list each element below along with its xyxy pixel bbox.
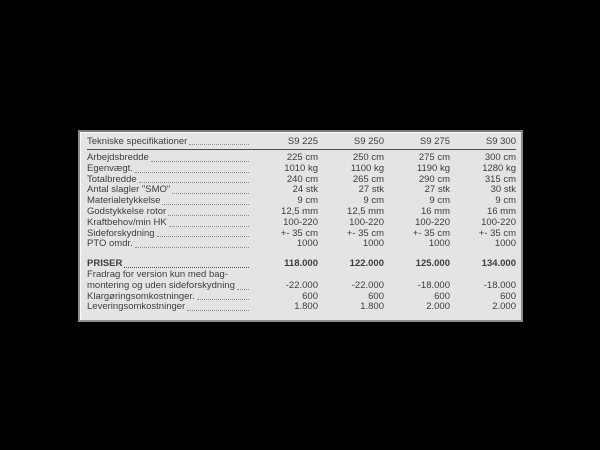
dotted-leader xyxy=(162,204,249,205)
cell-value: 225 cm xyxy=(286,152,318,163)
column-header-s9-225: S9 225 xyxy=(287,136,318,147)
spec-row-egenvaegt xyxy=(87,164,516,175)
dotted-leader xyxy=(168,215,249,216)
dotted-leader xyxy=(169,226,249,227)
cell-value: 100-220 xyxy=(481,216,516,228)
cell-value: 600 xyxy=(368,290,384,302)
row-label: Arbejdsbredde xyxy=(87,152,149,163)
cell-value: -18.000 xyxy=(483,279,516,291)
cell-value: 12,5 mm xyxy=(281,205,318,217)
cell-value: 100-220 xyxy=(283,216,318,228)
cell-value: 12,5 mm xyxy=(347,205,384,217)
cell-value: -22.000 xyxy=(351,279,384,291)
row-label: Egenvægt. xyxy=(87,162,133,174)
row-label: PTO omdr. xyxy=(87,238,133,250)
dotted-leader xyxy=(135,247,249,248)
cell-value: 9 cm xyxy=(297,195,318,207)
cell-value: 250 cm xyxy=(352,152,384,163)
cell-value: 125.000 xyxy=(415,258,450,270)
column-header-s9-250: S9 250 xyxy=(353,136,384,147)
table-header-row xyxy=(87,136,516,150)
cell-value: 100-220 xyxy=(349,216,384,228)
cell-value: 1190 kg xyxy=(416,162,450,174)
dotted-leader xyxy=(124,267,249,268)
cell-value: 600 xyxy=(434,290,450,302)
cell-value: 27 stk xyxy=(424,184,450,196)
row-label: Materialetykkelse xyxy=(87,195,161,207)
cell-value: 9 cm xyxy=(429,195,450,207)
cell-value: 240 cm xyxy=(286,173,318,185)
dotted-leader xyxy=(157,236,249,237)
cell-value: 9 cm xyxy=(363,195,384,207)
row-label: Antal slagler "SMO" xyxy=(87,184,171,196)
dotted-leader xyxy=(237,289,249,290)
row-label: Fradrag for version kun med bag- xyxy=(87,268,228,280)
cell-value: 265 cm xyxy=(352,173,384,185)
row-label: Godstykkelse rotor xyxy=(87,205,167,217)
cell-value: 290 cm xyxy=(418,173,450,185)
cell-value: 600 xyxy=(500,290,516,302)
cell-value: 300 cm xyxy=(484,152,516,163)
cell-value: 24 stk xyxy=(292,184,318,196)
dotted-leader xyxy=(189,144,249,145)
cell-value: 2.000 xyxy=(426,301,450,313)
header-title: Tekniske specifikationer xyxy=(87,136,188,147)
dotted-leader xyxy=(197,299,249,300)
row-label: PRISER xyxy=(87,258,123,270)
cell-value: 2.000 xyxy=(492,301,516,313)
dotted-leader xyxy=(135,172,249,173)
cell-value: +- 35 cm xyxy=(346,227,384,239)
cell-value: 600 xyxy=(302,290,318,302)
cell-value: -22.000 xyxy=(285,279,318,291)
cell-value: 1000 xyxy=(494,238,516,250)
cell-value: 275 cm xyxy=(418,152,450,163)
cell-value: +- 35 cm xyxy=(478,227,516,239)
cell-value: 16 mm xyxy=(420,205,450,217)
row-label: montering og uden sideforskydning xyxy=(87,279,235,291)
cell-value: 16 mm xyxy=(486,205,516,217)
spec-row-pto-omdr xyxy=(87,239,516,250)
column-header-s9-275: S9 275 xyxy=(419,136,450,147)
cell-value: +- 35 cm xyxy=(412,227,450,239)
row-label: Totalbredde xyxy=(87,173,137,185)
cell-value: 9 cm xyxy=(495,195,516,207)
cell-value: 30 stk xyxy=(490,184,516,196)
column-header-s9-300: S9 300 xyxy=(485,136,516,147)
row-label: Klargøringsomkostninger. xyxy=(87,290,195,302)
cell-value: 100-220 xyxy=(415,216,450,228)
cell-value: 1100 kg xyxy=(350,162,384,174)
cell-value: 27 stk xyxy=(358,184,384,196)
cell-value: +- 35 cm xyxy=(280,227,318,239)
dotted-leader xyxy=(187,310,249,311)
cell-value: 315 cm xyxy=(484,173,516,185)
cell-value: 1010 kg xyxy=(284,162,318,174)
cell-value: 1280 kg xyxy=(482,162,516,174)
cell-value: 1000 xyxy=(428,238,450,250)
dotted-leader xyxy=(151,161,249,162)
spec-row-kraftbehov xyxy=(87,218,516,229)
cell-value: 1000 xyxy=(362,238,384,250)
cell-value: 134.000 xyxy=(481,258,516,270)
cell-value: -18.000 xyxy=(417,279,450,291)
spec-price-table xyxy=(78,130,523,322)
cell-value: 122.000 xyxy=(349,258,384,270)
cell-value: 1.800 xyxy=(360,301,384,313)
row-label: Sideforskydning xyxy=(87,227,155,239)
row-label: Kraftbehov/min HK xyxy=(87,216,167,228)
row-label: Leveringsomkostninger xyxy=(87,301,186,313)
dotted-leader xyxy=(139,182,249,183)
price-row-levering xyxy=(87,302,516,313)
dotted-leader xyxy=(172,193,249,194)
cell-value: 1.800 xyxy=(294,301,318,313)
cell-value: 1000 xyxy=(296,238,318,250)
price-row-fradrag-line2 xyxy=(87,281,516,292)
cell-value: 118.000 xyxy=(284,258,318,270)
